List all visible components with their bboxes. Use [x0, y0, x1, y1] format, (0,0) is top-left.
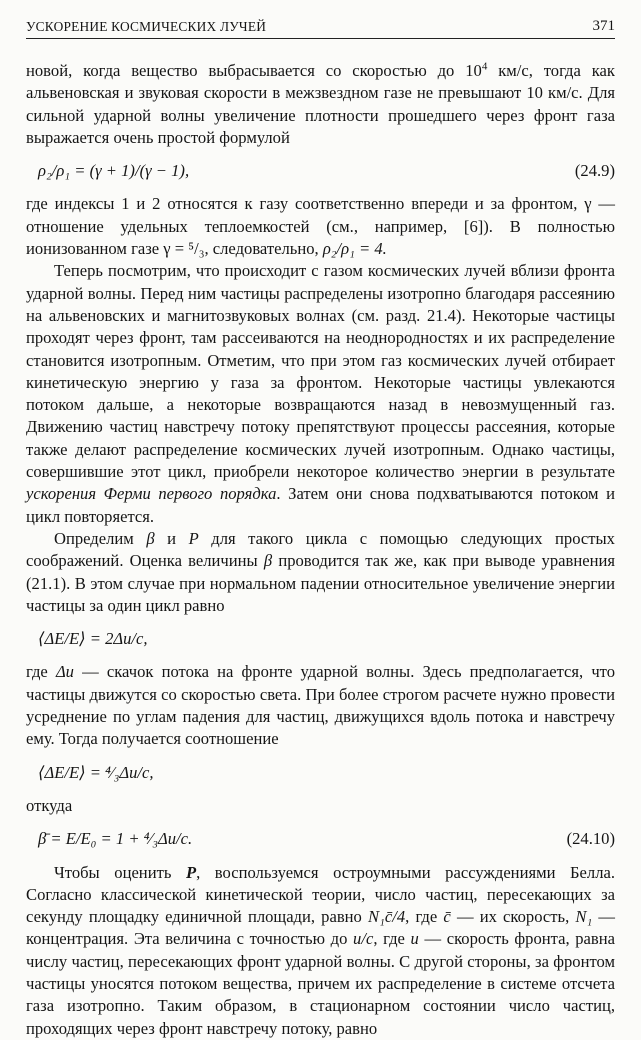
p3-text-b: . Затем они снова подхватываются потоком и цикл повторяется. [26, 484, 615, 526]
p7-flux: N₁c̄/4 [368, 907, 406, 927]
p7-text-e: — концентрация. Эта величина с точностью до [26, 907, 616, 949]
p2-fraction: ⁵/₃ [188, 239, 205, 259]
equation-energy-gain [26, 628, 615, 650]
equation-24-10 [26, 828, 615, 850]
paragraph-6: откуда [26, 795, 73, 815]
p4-text-a: Определим [54, 528, 147, 548]
p7-uc: u/c [353, 929, 374, 949]
paragraph-7 [26, 862, 615, 1040]
running-header [26, 16, 615, 39]
p4-p-symbol: P [188, 528, 199, 548]
p7-cbar: c̄ [443, 907, 451, 927]
p4-text-c: проводится так же, как при выводе уравнения (21.1). В этом случае при нормальном падении относительное увеличение энергии частицы за один цикл равно [26, 551, 615, 615]
p4-and: и [154, 528, 189, 548]
p3-emphasis: ускорения Ферми первого порядка [26, 484, 277, 504]
page-body [26, 60, 615, 1040]
p7-u: u [410, 929, 419, 949]
p5-text-b: — скачок потока на фронте ударной волны. Здесь предполагается, что частицы движутся со скоростью света. При более строгом расчете нужно провести усреднение по углам падения для частиц, движущихся вдоль потока и навстречу ему. Тогда получается соотношение [26, 662, 616, 749]
p4-beta-1: β [146, 528, 155, 548]
p7-text-a: Чтобы оценить [54, 862, 186, 882]
equation-24-10-formula: β̄ = E/E₀ = 1 + ⁴⁄₃Δu/c. [38, 829, 193, 849]
p7-text-b: , воспользуемся остроумными рассуждениями Белла. Согласно классической кинетической теории, число частиц, пересекающих за секунду площадку единичной площади, равно [26, 862, 615, 927]
page-number: 371 [592, 18, 615, 34]
running-title: УСКОРЕНИЕ КОСМИЧЕСКИХ ЛУЧЕЙ [26, 19, 267, 34]
p3-text-a: Теперь посмотрим, что происходит с газом космических лучей вблизи фронта ударной волны. Перед ним частицы распределены изотропно благодаря рассеянию на альвеновских и магнитозвуковых волнах (см. разд. 21.4). Некоторые частицы проходят через фронт, там рассеиваются на неоднородностях и их распределение становится изотропным. Отметим, что при этом газ космических лучей отбирает кинетическую энергию у газа за фронтом. Некоторые частицы увлекаются потоком дальше, а некоторые возвращаются назад в невозмущенный газ. Движению частиц навстречу потоку препятствуют процессы рассеяния, которые также делают распределение космических лучей изотропным. Однако частицы, совершившие этот цикл, приобрели некоторое количество энергии в результате [26, 261, 615, 482]
p2-text-b: , следовательно, [204, 239, 323, 259]
equation-energy-gain-formula: ⟨ΔE/E⟩ = 2Δu/c, [38, 629, 148, 649]
paragraph-1 [26, 60, 615, 149]
equation-24-10-number: (24.10) [566, 829, 615, 849]
paragraph-4 [26, 528, 615, 617]
equation-averaged-gain-formula: ⟨ΔE/E⟩ = ⁴⁄₃Δu/c, [38, 762, 154, 782]
p7-p-symbol: P [185, 862, 197, 882]
p7-text-c: , где [405, 907, 444, 927]
p7-text-g: — скорость фронта, равна числу частиц, пересекающих фронт ударной волны. С другой стороны, за фронтом частицы уносятся потоком вещества, причем их распределение в системе отсчета газа изотропно. Таким образом, в стационарном состоянии число частиц, проходящих через фронт навстречу потоку, равно [26, 929, 615, 1038]
p7-text-d: — их скорость, [450, 907, 576, 927]
p2-text-a: где индексы 1 и 2 относятся к газу соответственно впереди и за фронтом, γ — отношение удельных теплоемкостей (см., например, [6]). В полностью ионизованном газе γ = [26, 194, 615, 259]
p2-density-ratio: ρ₂/ρ₁ = 4. [322, 239, 387, 259]
p1-text-a: новой, когда вещество выбрасывается со скоростью до 10 [26, 61, 482, 80]
p1-text-b: км/с, тогда как альвеновская и звуковая скорости в межзвездном газе не превышают 10 км/с. Для сильной ударной волны увеличение плотности прошедшего через фронт газа выражается очень простой формулой [26, 61, 615, 147]
p4-text-b: для такого цикла с помощью следующих простых соображений. Оценка величины [26, 528, 615, 571]
paragraph-5 [26, 661, 615, 750]
p7-n1: N₁ [575, 907, 593, 927]
p4-beta-2: β [263, 551, 273, 571]
p7-text-f: , где [373, 929, 411, 949]
p5-text-a: где [26, 662, 56, 682]
paragraph-3 [26, 260, 615, 528]
equation-24-9-formula: ρ₂/ρ₁ = (γ + 1)/(γ − 1), [38, 161, 190, 181]
paragraph-2 [26, 193, 615, 260]
p1-superscript: 4 [481, 60, 488, 73]
p5-delta-u: Δu [55, 662, 74, 682]
equation-averaged-gain [26, 762, 615, 784]
equation-24-9-number: (24.9) [574, 161, 615, 181]
equation-24-9 [26, 160, 615, 182]
